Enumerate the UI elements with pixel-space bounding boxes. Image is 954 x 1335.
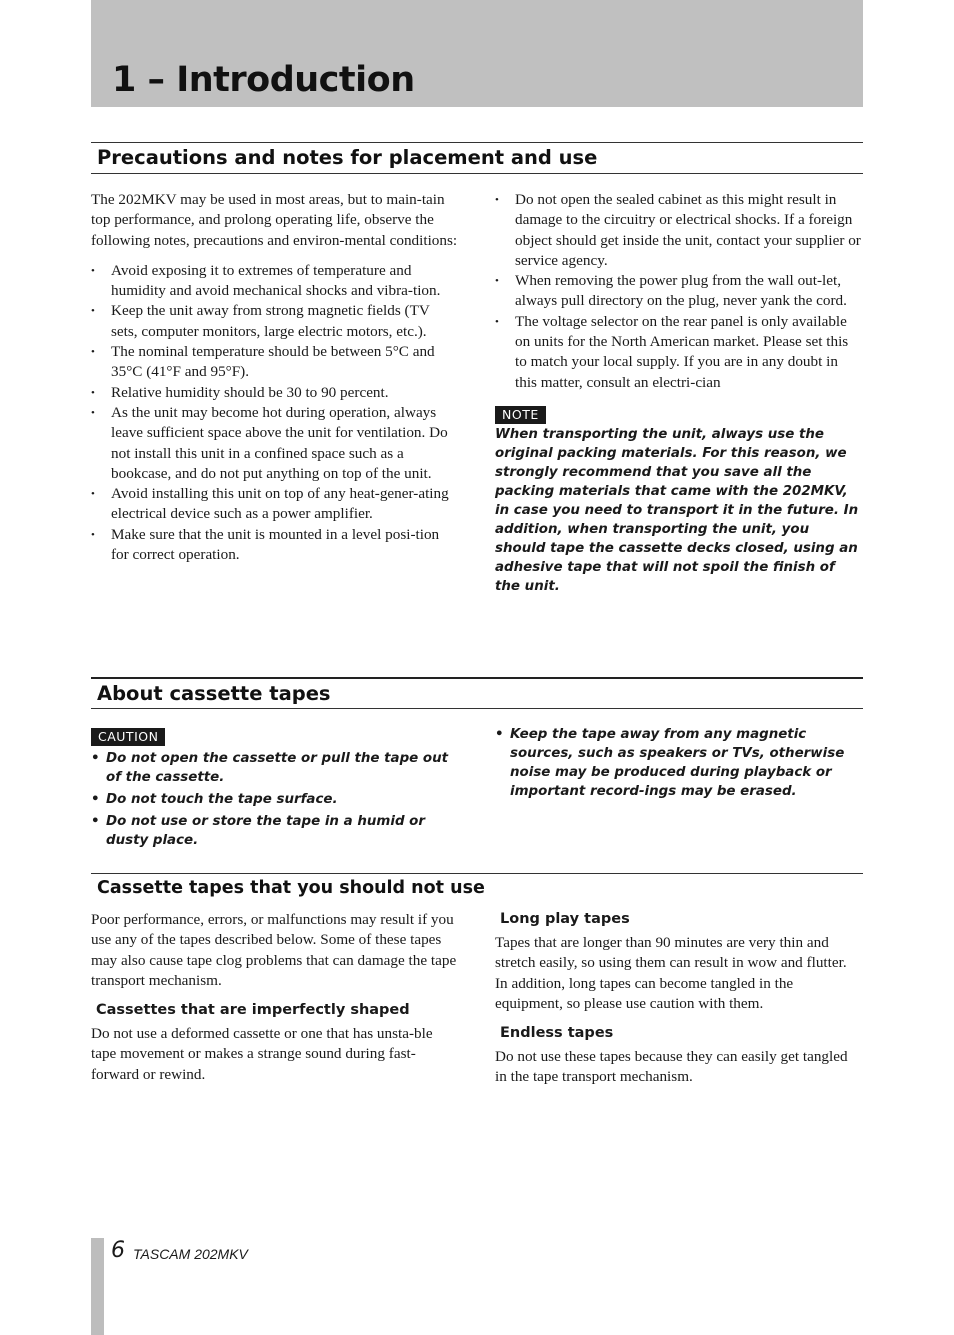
tapes-right-column [495, 909, 863, 1088]
section-title-precautions: Precautions and notes for placement and use [91, 142, 863, 174]
list-item: • The voltage selector on the rear panel is only available on units for the North American market. Please set this to match your local supply. If you are in any doubt in this matter, consult an electri-cian [495, 312, 863, 393]
precautions-left-column [91, 190, 459, 565]
footer-bar [91, 1238, 104, 1335]
tapes-left-column [91, 910, 461, 1085]
list-item: • Make sure that the unit is mounted in a level posi-tion for correct operation. [91, 525, 459, 566]
section-title-tapes-not-to-use: Cassette tapes that you should not use [91, 873, 863, 901]
imperfect-heading: Cassettes that are imperfectly shaped [96, 1002, 410, 1019]
section-title-cassette-tapes: About cassette tapes [91, 677, 863, 709]
precautions-right-column [495, 190, 863, 596]
precautions-list-left [91, 261, 459, 565]
list-item: • As the unit may become hot during operation, always leave sufficient space above the unit for ventilation. Do not install this unit in a confined space such as a bookcase, and do not put anything on top of the unit. [91, 403, 459, 484]
note-label: NOTE [495, 406, 546, 424]
footer-brand: TASCAM 202MKV [133, 1246, 248, 1262]
list-item: • Do not use or store the tape in a humid or dusty place. [91, 812, 463, 850]
caution-left-column [91, 727, 463, 853]
caution-right-column [495, 725, 863, 804]
caution-label: CAUTION [91, 728, 165, 746]
longplay-text: Tapes that are longer than 90 minutes are very thin and stretch easily, so using them can result in wow and flutter. In addition, long tapes can become tangled in the equipment, so please use caution with them. [495, 934, 847, 1012]
list-item: • Do not open the sealed cabinet as this might result in damage to the circuitry or electrical shocks. If a foreign object should get inside the unit, contact your supplier or service agency. [495, 190, 863, 271]
longplay-heading: Long play tapes [500, 911, 630, 927]
precautions-intro: The 202MKV may be used in most areas, but to main-tain top performance, and prolong operating life, observe the following notes, precautions and environ-mental conditions: [91, 191, 458, 249]
list-item: • Relative humidity should be 30 to 90 percent. [91, 383, 459, 403]
note-box [495, 405, 863, 596]
tapes-intro: Poor performance, errors, or malfunctions may result if you use any of the tapes described below. Some of these tapes may also cause tape clog problems that can damage the tape transport mechanism. [91, 911, 457, 989]
list-item: • Do not touch the tape surface. [91, 790, 463, 809]
page-number: 6 [111, 1238, 125, 1263]
chapter-title: 1 – Introduction [112, 60, 415, 100]
endless-heading: Endless tapes [500, 1025, 614, 1042]
list-item: • Avoid installing this unit on top of any heat-gener-ating electrical device such as a power amplifier. [91, 484, 459, 525]
list-item: • Do not open the cassette or pull the tape out of the cassette. [91, 749, 463, 787]
precautions-list-right [495, 190, 863, 393]
caution-list-right [495, 725, 863, 801]
imperfect-text: Do not use a deformed cassette or one that has unsta-ble tape movement or makes a strange sound during fast-forward or rewind. [91, 1025, 433, 1083]
list-item: • Keep the tape away from any magnetic sources, such as speakers or TVs, otherwise noise may be produced during playback or important record-ings may be erased. [495, 725, 863, 801]
caution-list-left [91, 749, 463, 850]
note-text: When transporting the unit, always use the original packing materials. For this reason, we strongly recommend that you save all the packing materials that came with the 202MKV, in case you need to transport it in the future. In addition, when transporting the unit, you should tape the cassette decks closed, using an adhesive tape that will not spoil the finish of the unit. [495, 427, 859, 595]
list-item: • Keep the unit away from strong magnetic fields (TV sets, computer monitors, large electric motors, etc.). [91, 301, 459, 342]
list-item: • When removing the power plug from the wall out-let, always pull directory on the plug, never yank the cord. [495, 271, 863, 312]
list-item: • The nominal temperature should be between 5°C and 35°C (41°F and 95°F). [91, 342, 459, 383]
endless-text: Do not use these tapes because they can easily get tangled in the tape transport mechanism. [495, 1048, 848, 1086]
list-item: • Avoid exposing it to extremes of temperature and humidity and avoid mechanical shocks and vibra-tion. [91, 261, 459, 302]
